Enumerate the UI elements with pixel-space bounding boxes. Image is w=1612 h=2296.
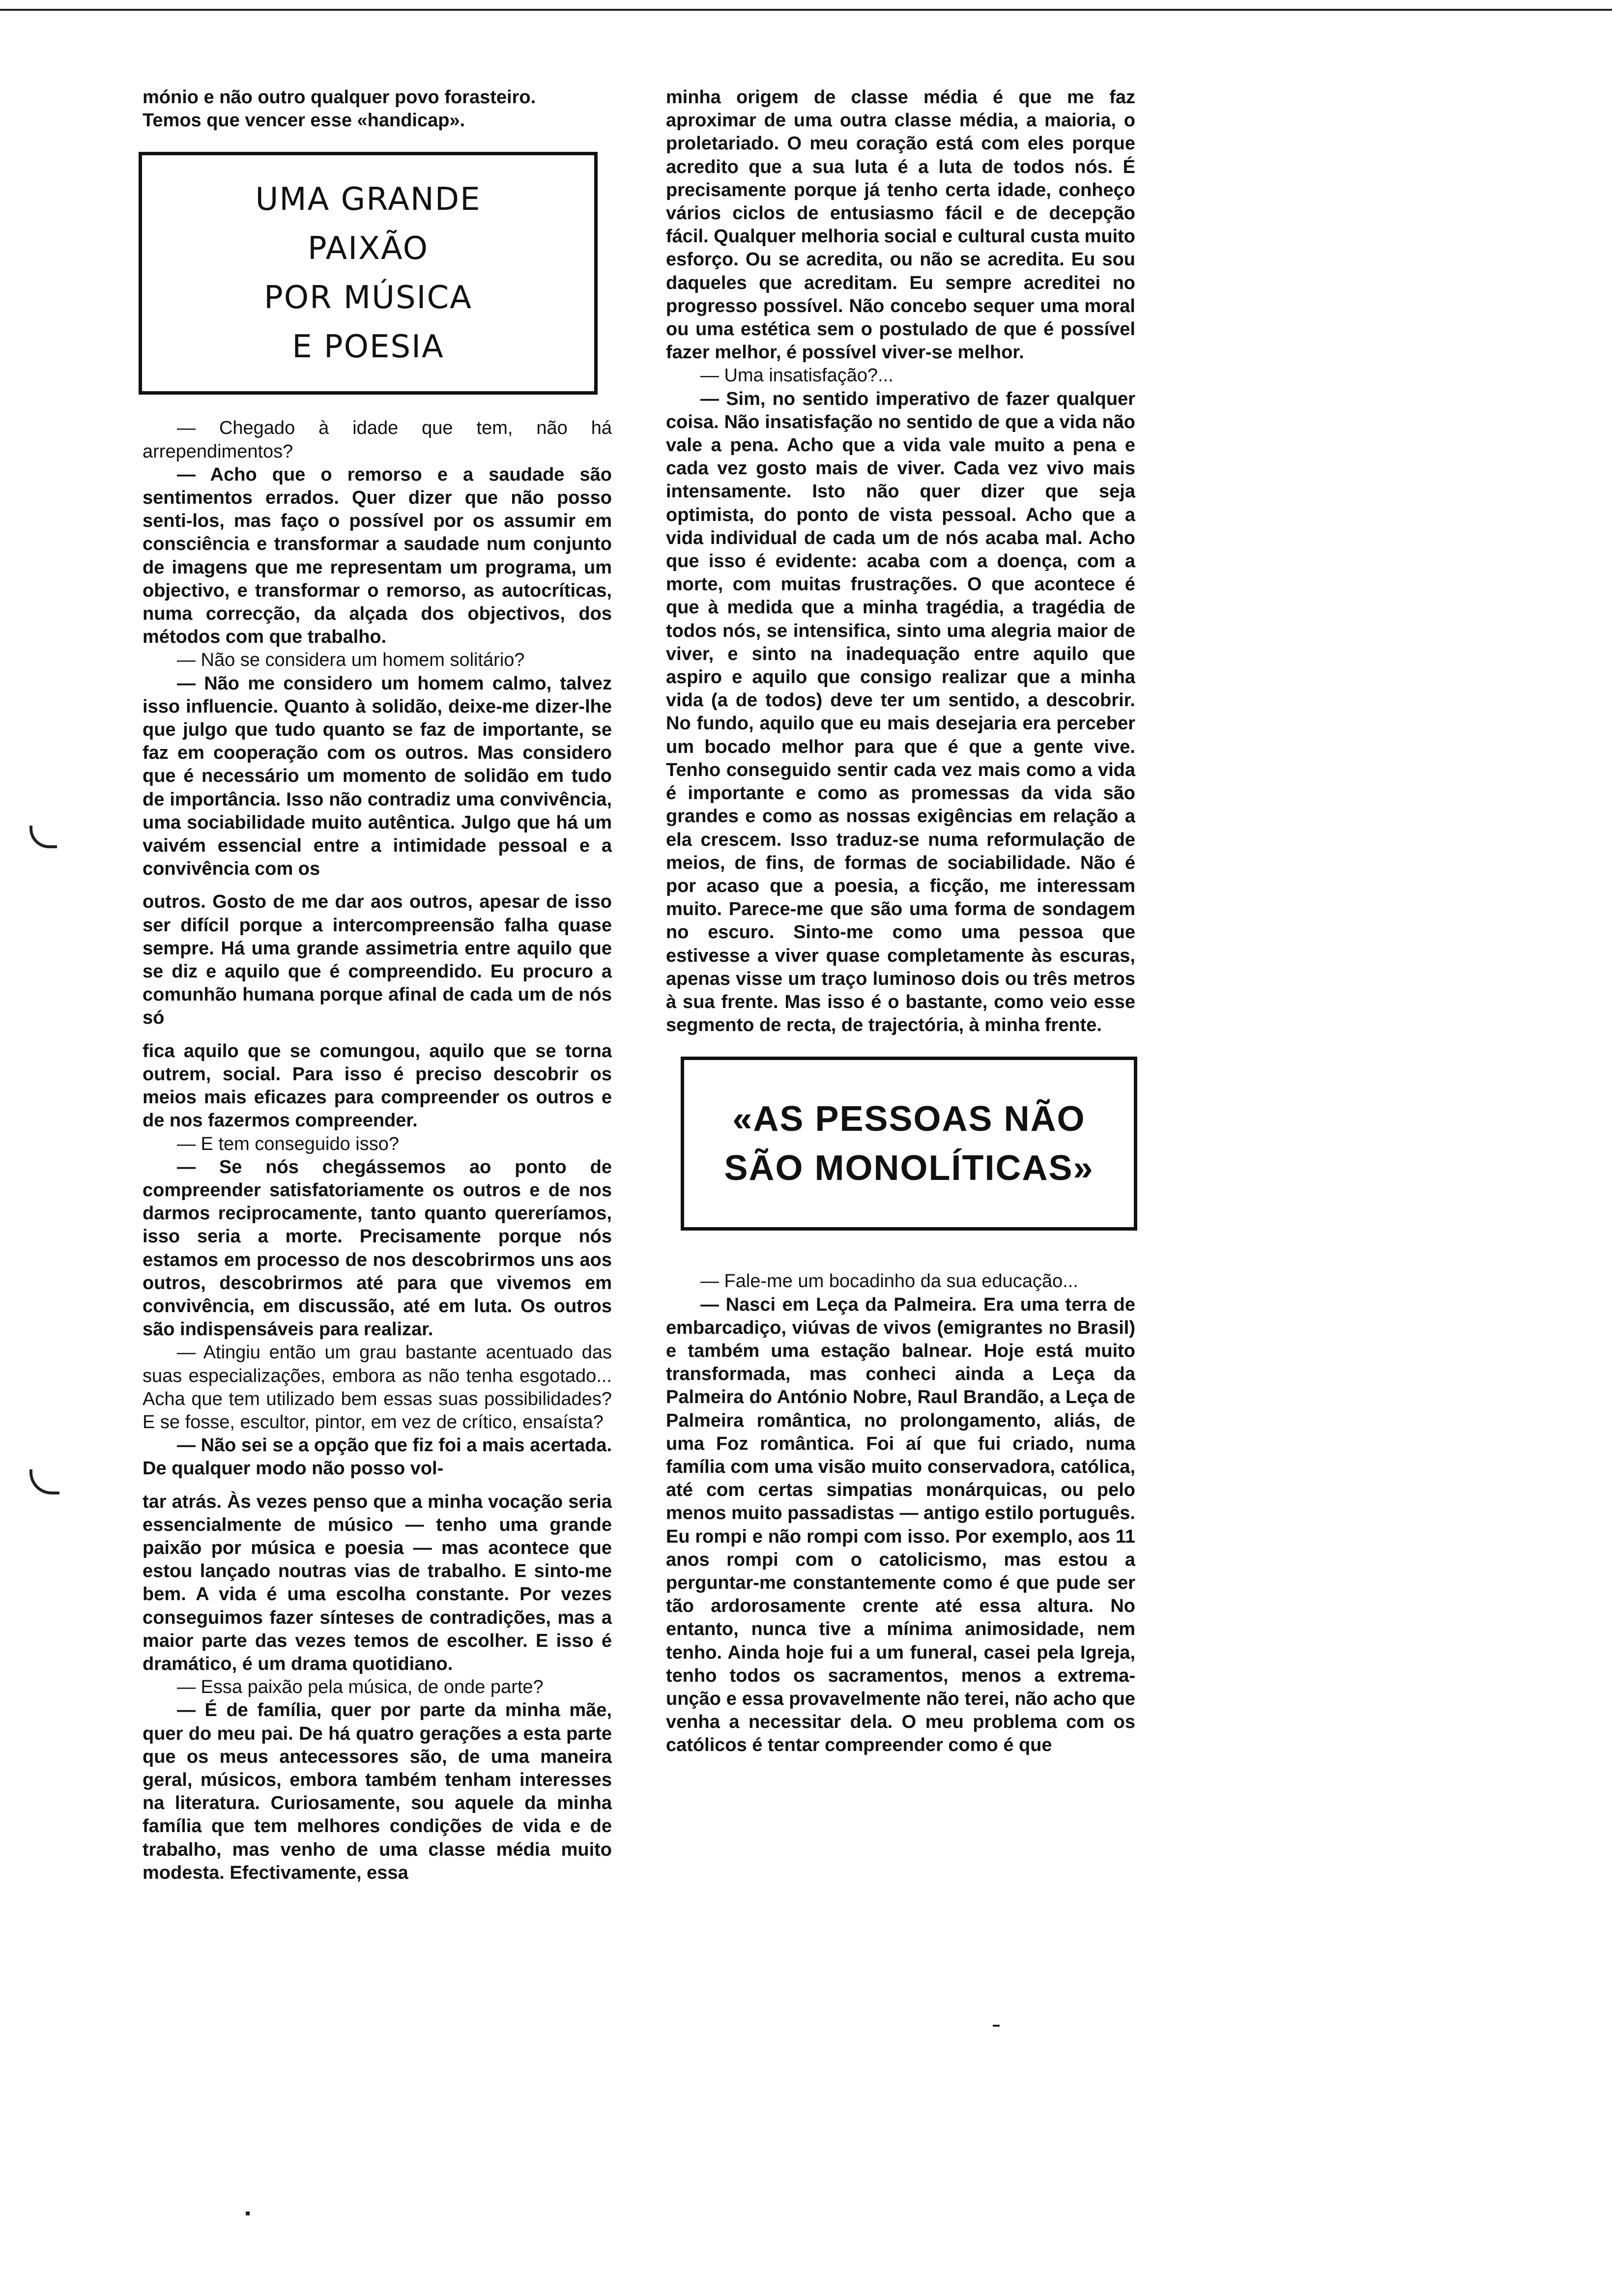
headline-box-passion	[139, 152, 598, 395]
interview-question: — Uma insatisfação?...	[700, 365, 893, 386]
interview-answer-continued: outros. Gosto de me dar aos outros, apesar de isso ser difícil porque a intercompreensão falha quase sempre. Há uma grande assimetria entre aquilo que se diz e aquilo que é compreendido. Eu procuro a comunhão humana porque afinal de cada um de nós só	[143, 891, 612, 1029]
interview-answer-continued: tar atrás. Às vezes penso que a minha vocação seria essencialmente de músico — tenho uma grande paixão por música e poesia — mas acontece que estou lançado noutras vias de trabalho. E sinto-me bem. A vida é uma escolha constante. Por vezes conseguimos fazer sínteses de contradições, mas a maior parte das vezes temos de escolher. E isso é dramático, é um drama quotidiano.	[143, 1491, 612, 1674]
interview-answer-continued: minha origem de classe média é que me faz aproximar de uma outra classe média, a maioria, o proletariado. O meu coração está com eles porque acredito que a sua luta é a luta de todos nós. É precisamente porque já tenho certa idade, conheço vários ciclos de entusiasmo fácil e de decepção fácil. Qualquer melhoria social e cultural custa muito esforço. Ou se acredita, ou não se acredita. Eu sou daqueles que acreditam. Eu sempre acreditei no progresso possível. Não concebo sequer uma moral ou uma estética sem o postulado de que é possível fazer melhor, é possível viver-se melhor.	[666, 87, 1135, 363]
page-top-rule	[0, 9, 1612, 11]
headline-box-monolithic	[681, 1057, 1137, 1231]
interview-answer: — É de família, quer por parte da minha mãe, quer do meu pai. De há quatro gerações a esta parte que os meus antecessores são, de uma maneira geral, músicos, embora também tenham interesses na literatura. Curiosamente, sou aquele da minha família que tem melhores condições de vida e de trabalho, mas venho de uma classe média muito modesta. Efectivamente, essa	[143, 1700, 612, 1883]
interview-answer: — Não me considero um homem calmo, talvez isso influencie. Quanto à solidão, deixe-me dizer-lhe que julgo que tudo quanto se faz de importante, se faz em cooperação com os outros. Mas considero que é necessário um momento de solidão em tudo de importância. Isso não contradiz uma convivência, uma sociabilidade muito autêntica. Julgo que há um vaivém essencial entre a intimidade pessoal e a convivência com os	[143, 673, 612, 880]
headline-passion-text: UMA GRANDE PAIXÃO POR MÚSICA E POESIA	[255, 181, 481, 366]
interview-question: — Fale-me um bocadinho da sua educação...	[700, 1271, 1078, 1292]
margin-punch-mark	[29, 826, 57, 848]
interview-question: — Chegado à idade que tem, não há arrependimentos?	[143, 418, 612, 462]
interview-question: — Não se considera um homem solitário?	[177, 650, 525, 671]
scan-speck	[246, 2211, 250, 2215]
interview-question: — Essa paixão pela música, de onde parte?	[177, 1677, 544, 1698]
interview-question: — E tem conseguido isso?	[177, 1133, 400, 1154]
right-column	[666, 86, 1135, 1757]
interview-question: — Atingiu então um grau bastante acentuado das suas especializações, embora as não tenha esgotado... Acha que tem utilizado bem essas suas possibilidades? E se fosse, escultor, pintor, em vez de crítico, ensaísta?	[143, 1342, 612, 1433]
interview-answer: — Acho que o remorso e a saudade são sentimentos errados. Quer dizer que não posso senti-los, mas faço o possível por os assumir em consciência e transformar a saudade num conjunto de imagens que me representam um programa, um objectivo, e transformar o remorso, as autocríticas, numa correcção, da alçada dos objectivos, dos métodos com que trabalho.	[143, 464, 612, 648]
interview-answer: — Não sei se a opção que fiz foi a mais acertada. De qualquer modo não posso vol-	[143, 1435, 612, 1479]
headline-monolithic-text: «AS PESSOAS NÃO SÃO MONOLÍTICAS»	[724, 1099, 1094, 1188]
interview-answer-continued: fica aquilo que se comungou, aquilo que se torna outrem, social. Para isso é preciso descobrir os meios mais eficazes para compreender os outros e de nos fazermos compreender.	[143, 1040, 612, 1131]
interview-answer: — Sim, no sentido imperativo de fazer qualquer coisa. Não insatisfação no sentido de que a vida não vale a pena. Acho que a vida vale muito a pena e cada vez gosto mais de viver. Cada vez vivo mais intensamente. Isto não quer dizer que seja optimista, do ponto de vista pessoal. Acho que a vida individual de cada um de nós acaba mal. Acho que isso é evidente: acaba com a doença, com a morte, com muitas frustrações. O que acontece é que à medida que a minha tragédia, a tragédia de todos nós, se intensifica, sinto uma alegria maior de viver, e sinto na inadequação entre aquilo que aspiro e aquilo que consigo realizar que a minha vida (a de todos) deve ter um sentido, a descobrir. No fundo, aquilo que eu mais desejaria era perceber um bocado melhor para que é que a gente vive. Tenho conseguido sentir cada vez mais como a vida é importante e como as promessas da vida são grandes e como as nossas exigências em relação a ela crescem. Isso traduz-se numa reformulação de meios, de fins, de formas de sociabilidade. Não é por acaso que a poesia, a ficção, me interessam muito. Parece-me que são uma forma de sondagem no escuro. Sinto-me como uma pessoa que estivesse a viver quase completamente às escuras, apenas visse um traço luminoso dois ou três metros à sua frente. Mas isso é o bastante, como veio esse segmento de recta, de trajectória, à minha frente.	[666, 388, 1135, 1036]
left-column	[143, 86, 612, 1885]
left-column-line: Temos que vencer esse «handicap».	[143, 110, 465, 131]
interview-answer: — Se nós chegássemos ao ponto de compreender satisfatoriamente os outros e de nos darmos reciprocamente, tanto quanto quereríamos, isso seria a morte. Precisamente porque nós estamos em processo de nos descobrirmos uns aos outros, descobrirmos até para que vivemos em convivência, em discussão, até em luta. Os outros são indispensáveis para realizar.	[143, 1156, 612, 1340]
margin-punch-mark	[29, 1469, 59, 1494]
scan-speck	[993, 2025, 1000, 2027]
left-column-line: mónio e não outro qualquer povo forasteiro.	[143, 87, 536, 108]
interview-answer: — Nasci em Leça da Palmeira. Era uma terra de embarcadiço, viúvas de vivos (emigrantes no Brasil) e também uma estação balnear. Hoje está muito transformada, mas conheci ainda a Leça da Palmeira do António Nobre, Raul Brandão, a Leça de Palmeira romântica, no prolongamento, aliás, de uma Foz romântica. Foi aí que fui criado, numa família com uma visão muito conservadora, católica, até com certas simpatias monárquicas, ou pelo menos muito passadistas — antigo estilo português. Eu rompi e não rompi com isso. Por exemplo, aos 11 anos rompi com o catolicismo, mas estou a perguntar-me constantemente como é que pude ser tão ardorosamente crente até essa altura. No entanto, nunca tive a mínima animosidade, nem tenho. Ainda hoje fui a um funeral, casei pela Igreja, tenho todos os sacramentos, menos a extrema-unção e essa provavelmente não terei, não acho que venha a necessitar dela. O meu problema com os católicos é tentar compreender como é que	[666, 1294, 1135, 1756]
